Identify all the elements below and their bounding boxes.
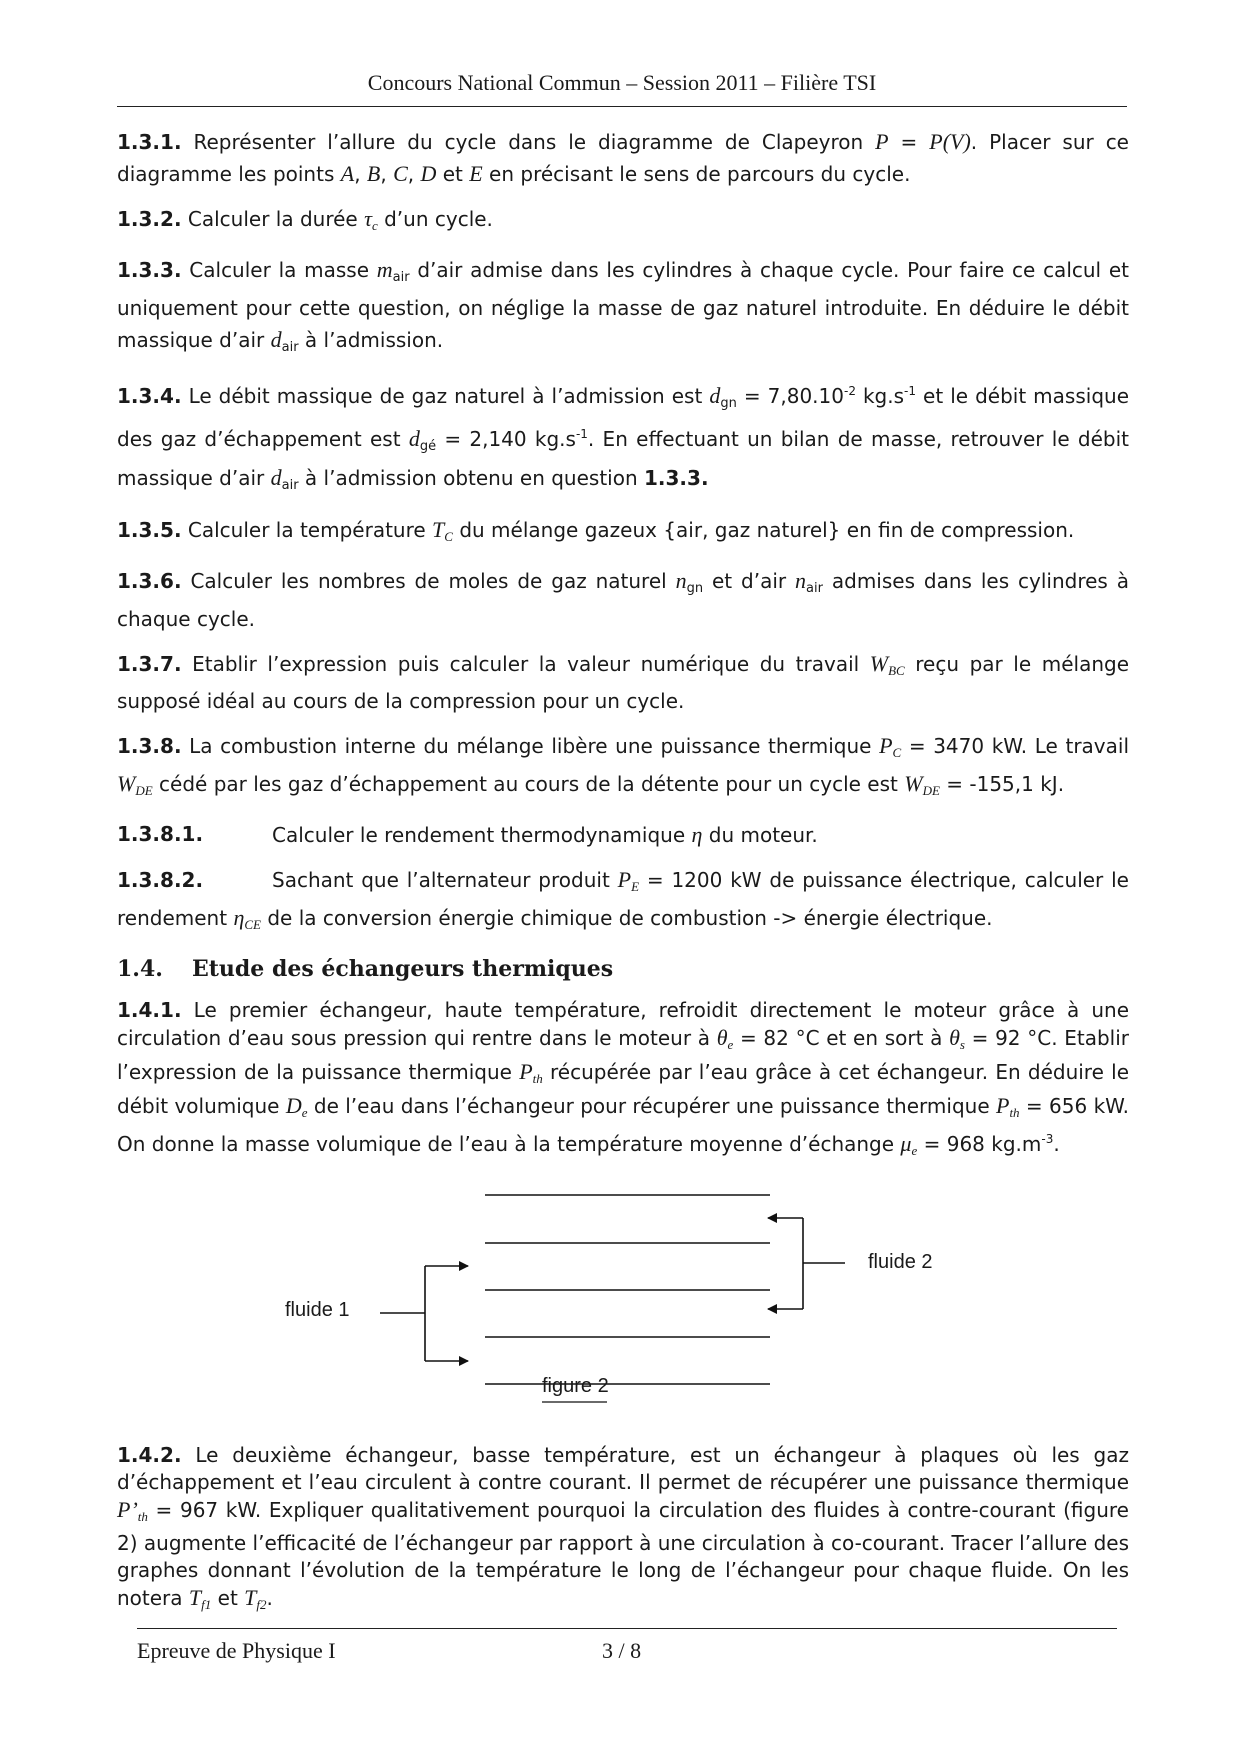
math-var: A	[340, 161, 355, 186]
question-text: admises dans les cylindres à chaque cycle.	[117, 569, 1130, 631]
question-text: Calculer la durée	[181, 207, 365, 231]
question-number: 1.3.8.2.	[117, 868, 204, 892]
math-var: P	[995, 1093, 1010, 1118]
question-text: = 82 °C et en sort à	[733, 1026, 950, 1050]
question-text: ,	[380, 162, 394, 186]
question-reference: 1.3.3.	[644, 466, 709, 490]
math-var: T	[188, 1585, 202, 1610]
question-text: du moteur.	[702, 823, 818, 847]
question-number: 1.3.8.	[117, 734, 182, 758]
math-subscript: s	[959, 1037, 965, 1052]
math-var: d	[270, 327, 282, 352]
section-number: 1.4.	[117, 956, 163, 982]
question-text: et	[211, 1586, 245, 1610]
math-var: C	[393, 161, 408, 186]
section-heading	[117, 954, 1129, 985]
question-1-3-7	[117, 648, 1129, 717]
question-1-3-3	[117, 254, 1129, 363]
math-var: D	[285, 1093, 302, 1118]
question-1-4-1	[117, 997, 1129, 1164]
math-var: D	[420, 161, 437, 186]
math-var: T	[432, 517, 445, 542]
question-text: = 7,80.10	[736, 384, 844, 408]
question-text: Calculer la masse	[181, 258, 377, 282]
question-text: . Placer sur ce diagramme les points	[117, 130, 1129, 186]
math-var: W	[869, 651, 889, 676]
question-text: .	[266, 1586, 273, 1610]
question-text: Le premier échangeur, haute température, refroidit directement le moteur grâce à une circulation d’eau sous pression qui rentre dans le moteur à	[117, 998, 1129, 1050]
math-subscript: CE	[244, 917, 261, 932]
fluid2-label: fluide 2	[868, 1251, 933, 1273]
question-text: Calculer la température	[181, 518, 433, 542]
header-divider	[117, 106, 1127, 107]
question-1-3-1	[117, 126, 1129, 190]
question-text: de l’eau dans l’échangeur pour récupérer une puissance thermique	[307, 1094, 996, 1118]
math-superscript: -1	[575, 427, 588, 441]
question-text: et	[436, 162, 470, 186]
math-var: P	[879, 733, 893, 758]
question-number: 1.3.4.	[117, 384, 182, 408]
math-subscript: E	[631, 879, 640, 894]
question-text: =	[888, 130, 930, 154]
math-subscript: gn	[720, 396, 737, 411]
question-number: 1.3.3.	[117, 258, 182, 282]
question-text: .	[1053, 1132, 1060, 1156]
math-superscript: -3	[1041, 1132, 1054, 1146]
math-subscript: f1	[201, 1597, 212, 1612]
question-text: Calculer les nombres de moles de gaz naturel	[181, 569, 676, 593]
math-var: E	[469, 161, 483, 186]
question-text: et le débit massique des gaz d’échappement est	[117, 384, 1129, 451]
figure-caption: figure 2	[542, 1375, 609, 1397]
question-text: Représenter l’allure du cycle dans le diagramme de Clapeyron	[181, 130, 876, 154]
question-1-3-5	[117, 514, 1129, 552]
math-subscript: C	[444, 529, 453, 544]
math-var: θ	[716, 1025, 728, 1050]
question-number: 1.3.6.	[117, 569, 182, 593]
math-var: P	[519, 1059, 533, 1084]
question-text: d’un cycle.	[377, 207, 493, 231]
math-var: d	[270, 465, 282, 490]
question-text: = 968 kg.m	[917, 1132, 1042, 1156]
question-body	[272, 819, 818, 851]
question-text: récupérée par l’eau grâce à cet échangeur. En déduire le débit volumique	[117, 1060, 1129, 1118]
question-number: 1.4.2.	[117, 1443, 182, 1467]
question-text: du mélange gazeux {air, gaz naturel} en fin de compression.	[452, 518, 1075, 542]
math-var: P’	[117, 1497, 138, 1522]
page-header: Concours National Commun – Session 2011 – Filière TSI	[367, 70, 877, 95]
math-subscript: air	[281, 340, 299, 355]
math-var: τ	[364, 206, 372, 231]
math-var: B	[366, 161, 381, 186]
question-text: en précisant le sens de parcours du cycle.	[482, 162, 911, 186]
question-1-3-8	[117, 730, 1129, 806]
math-subscript: BC	[888, 663, 905, 678]
question-text: = 92 °C. Etablir l’expression de la puissance thermique	[117, 1026, 1129, 1084]
math-subscript: e	[301, 1105, 308, 1120]
math-var: P	[875, 129, 889, 154]
math-subscript: c	[371, 218, 378, 233]
question-text: Le deuxième échangeur, basse température, est un échangeur à plaques où les gaz d’échappement et l’eau circulent à contre courant. Il permet de récupérer une puissance thermique	[117, 1443, 1129, 1494]
document-body	[117, 126, 1129, 1177]
math-subscript: f2	[256, 1597, 267, 1612]
math-var: d	[408, 426, 420, 451]
math-subscript: air	[281, 478, 299, 493]
question-text: et d’air	[703, 569, 796, 593]
question-text: Le débit massique de gaz naturel à l’admission est	[181, 384, 710, 408]
question-text: Etablir l’expression puis calculer la valeur numérique du travail	[181, 652, 870, 676]
math-var: μ	[900, 1131, 912, 1156]
question-1-3-2	[117, 203, 1129, 241]
math-subscript: air	[806, 581, 823, 596]
question-text: ,	[354, 162, 367, 186]
math-var: m	[376, 257, 393, 282]
math-var: η	[233, 905, 245, 930]
math-subscript: DE	[135, 783, 153, 798]
math-var: θ	[949, 1025, 960, 1050]
math-var: n	[675, 568, 687, 593]
footer-divider	[137, 1628, 1117, 1629]
question-text: = 967 kW. Expliquer qualitativement pourquoi la circulation des fluides à contre-courant (figure 2) augmente l’efficacité de l’échangeur par rapport à une circulation à co-courant. Tracer l’allure des graphes donnant l’évolution de la température le long de l’échangeur pour chaque fluide. On les notera	[117, 1498, 1129, 1610]
fluid1-label: fluide 1	[285, 1299, 350, 1321]
math-subscript: air	[392, 270, 410, 285]
question-text: = -155,1 kJ.	[939, 772, 1065, 796]
math-subscript: gé	[419, 439, 437, 454]
question-text: cédé par les gaz d’échappement au cours de la détente pour un cycle est	[152, 772, 905, 796]
page-number: 3 / 8	[602, 1638, 642, 1663]
question-1-3-8-2	[117, 864, 1129, 940]
math-subscript: DE	[922, 783, 940, 798]
question-1-3-4	[117, 376, 1129, 501]
math-subscript: C	[892, 745, 902, 760]
question-text: = 3470 kW. Le travail	[901, 734, 1130, 758]
section-title: Etude des échangeurs thermiques	[192, 956, 614, 982]
question-number: 1.3.8.1.	[117, 822, 204, 846]
exchanger-diagram	[250, 1180, 990, 1420]
question-text: La combustion interne du mélange libère une puissance thermique	[181, 734, 880, 758]
question-text: Sachant que l’alternateur produit	[272, 868, 618, 892]
question-text: à l’admission.	[298, 328, 444, 352]
question-number: 1.3.7.	[117, 652, 182, 676]
math-var: T	[244, 1585, 257, 1610]
math-var: d	[709, 383, 721, 408]
question-1-4-2	[117, 1442, 1129, 1618]
question-number: 1.3.2.	[117, 207, 182, 231]
math-subscript: e	[727, 1037, 734, 1052]
question-text: = 2,140 kg.s	[436, 427, 576, 451]
question-text: kg.s	[855, 384, 905, 408]
figure-heat-exchanger	[250, 1180, 990, 1420]
math-subscript: e	[911, 1143, 918, 1158]
math-superscript: -1	[904, 384, 916, 398]
question-number: 1.3.5.	[117, 518, 182, 542]
document-body-continued	[117, 1442, 1129, 1631]
question-text: ,	[407, 162, 421, 186]
question-text: d’air admise dans les cylindres à chaque cycle. Pour faire ce calcul et uniquement pour cette question, on néglige la masse de gaz naturel introduite. En déduire le débit massique d’air	[117, 258, 1129, 352]
math-var: P	[617, 867, 632, 892]
question-text: = 656 kW. On donne la masse volumique de l’eau à la température moyenne d’échange	[117, 1094, 1129, 1156]
question-text: . En effectuant un bilan de masse, retrouver le débit massique d’air	[117, 427, 1129, 490]
math-subscript: th	[137, 1509, 148, 1524]
math-subscript: th	[1009, 1105, 1020, 1120]
question-text: reçu par le mélange supposé idéal au cours de la compression pour un cycle.	[117, 652, 1130, 713]
math-superscript: -2	[843, 384, 856, 398]
math-var: W	[904, 771, 923, 796]
question-text: Calculer le rendement thermodynamique	[272, 823, 692, 847]
math-subscript: th	[532, 1071, 543, 1086]
question-text: de la conversion énergie chimique de combustion -> énergie électrique.	[260, 906, 993, 930]
math-var: W	[117, 771, 136, 796]
math-var: P(V)	[929, 129, 971, 154]
question-text: = 1200 kW de puissance électrique, calculer le rendement	[117, 868, 1129, 930]
question-1-3-8-1	[117, 819, 1129, 851]
footer-title: Epreuve de Physique I	[137, 1638, 336, 1663]
question-number: 1.3.1.	[117, 130, 182, 154]
math-var: n	[795, 568, 807, 593]
math-var: η	[691, 822, 703, 847]
question-text: à l’admission obtenu en question	[298, 466, 644, 490]
question-number: 1.4.1.	[117, 998, 182, 1022]
math-subscript: gn	[686, 581, 704, 596]
question-1-3-6	[117, 565, 1129, 635]
